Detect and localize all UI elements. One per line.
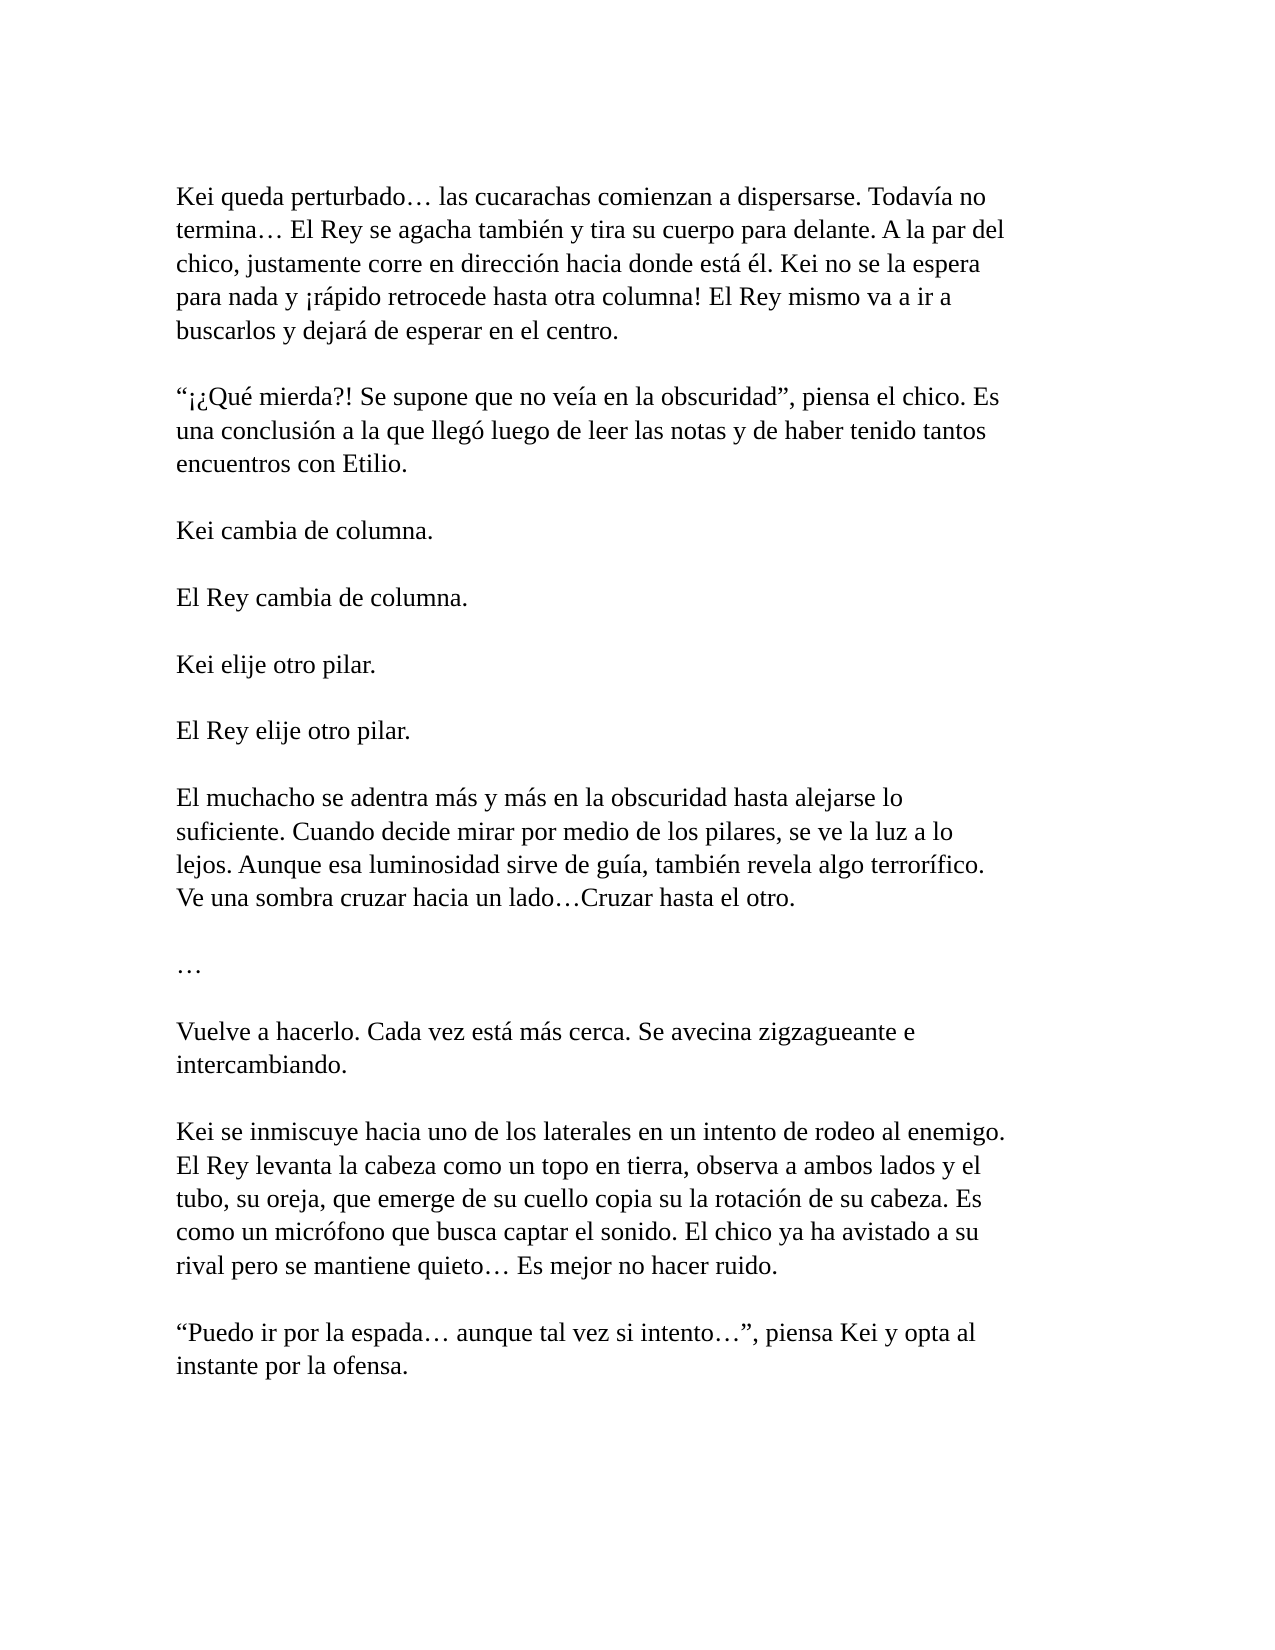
paragraph-6: El Rey elije otro pilar. xyxy=(176,715,411,746)
document-body xyxy=(176,180,1096,1416)
paragraph-5: Kei elije otro pilar. xyxy=(176,648,377,679)
paragraph-7: El muchacho se adentra más y más en la obscuridad hasta alejarse lo suficiente. Cuando decide mirar por medio de los pilares, se ve la luz a lo lejos. Aunque esa luminosidad sirve de guía, también revela algo terrorífico. Ve una sombra cruzar hacia un lado…Cruzar hasta el otro. xyxy=(176,782,985,913)
paragraph-4: El Rey cambia de columna. xyxy=(176,581,469,612)
paragraph-8: … xyxy=(176,949,203,980)
paragraph-11: “Puedo ir por la espada… aunque tal vez si intento…”, piensa Kei y opta al instante por la ofensa. xyxy=(176,1316,976,1381)
paragraph-10: Kei se inmiscuye hacia uno de los laterales en un intento de rodeo al enemigo. El Rey levanta la cabeza como un topo en tierra, observa a ambos lados y el tubo, su oreja, que emerge de su cuello copia su la rotación de su cabeza. Es como un micrófono que busca captar el sonido. El chico ya ha avistado a su rival pero se mantiene quieto… Es mejor no hacer ruido. xyxy=(176,1116,1006,1280)
paragraph-1: Kei queda perturbado… las cucarachas comienzan a dispersarse. Todavía no termina… El Rey se agacha también y tira su cuerpo para delante. A la par del chico, justamente corre en dirección hacia donde está él. Kei no se la espera para nada y ¡rápido retrocede hasta otra columna! El Rey mismo va a ir a buscarlos y dejará de esperar en el centro. xyxy=(176,181,1005,345)
paragraph-3: Kei cambia de columna. xyxy=(176,515,434,546)
paragraph-9: Vuelve a hacerlo. Cada vez está más cerca. Se avecina zigzagueante e intercambiando. xyxy=(176,1016,916,1080)
paragraph-2: “¡¿Qué mierda?! Se supone que no veía en la obscuridad”, piensa el chico. Es una conclusión a la que llegó luego de leer las notas y de haber tenido tantos encuentros con Etilio. xyxy=(176,381,1000,479)
